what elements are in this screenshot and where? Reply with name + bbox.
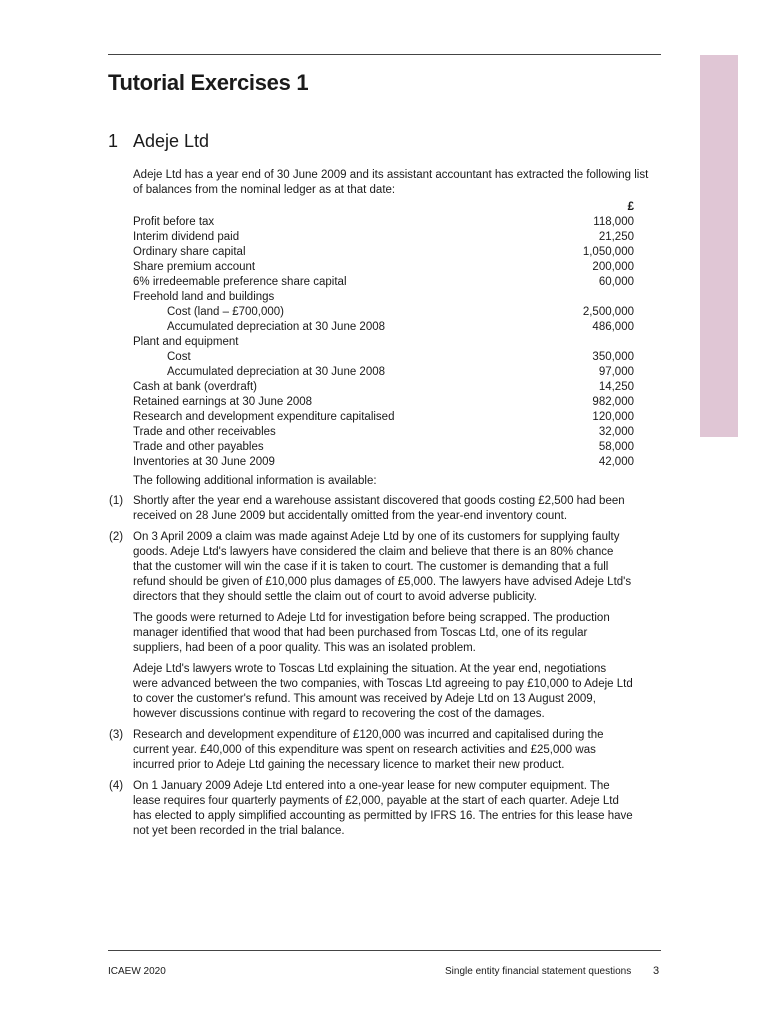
item-paragraph: The goods were returned to Adeje Ltd for investigation before being scrapped. The production manager identified that wood that had been purchased from Toscas Ltd, one of its regular suppliers, had been of a poor quality. This was an isolated problem. [133,612,610,654]
row-amount: 42,000 [598,456,634,468]
row-amount: 1,050,000 [582,246,634,258]
table-row [133,260,634,275]
row-label: Profit before tax [133,216,215,228]
item-body [133,530,633,722]
top-rule [108,54,661,55]
bottom-rule [108,950,661,951]
row-amount: 58,000 [598,441,634,453]
row-amount: 32,000 [598,426,634,438]
row-label: Interim dividend paid [133,231,240,243]
row-label: Research and development expenditure capitalised [133,411,395,423]
item-body [133,779,633,839]
table-row [133,380,634,395]
row-amount: 982,000 [592,396,634,408]
currency-header: £ [627,201,634,213]
row-amount: 97,000 [598,366,634,378]
row-label: Retained earnings at 30 June 2008 [133,396,313,408]
row-amount: 14,250 [598,381,634,393]
table-row [133,395,634,410]
side-tab [700,55,738,437]
table-row [133,290,634,305]
item-paragraph: Adeje Ltd's lawyers wrote to Toscas Ltd explaining the situation. At the year end, negotiations were advanced between the two companies, with Toscas Ltd agreeing to pay £10,000 to Adeje Ltd to cover the customer's refund. This amount was received by Adeje Ltd on 13 August 2009, however discussions continue with regard to recovering the cost of the damages. [133,663,633,720]
row-label: Cash at bank (overdraft) [133,381,258,393]
row-amount: 120,000 [592,411,634,423]
table-row [133,320,634,335]
table-header-row [133,200,634,215]
table-row [133,455,634,470]
table-row [133,230,634,245]
balances-table [133,200,634,470]
row-label: Trade and other receivables [133,426,276,438]
row-amount: 21,250 [598,231,634,243]
table-row [133,425,634,440]
row-amount: 60,000 [598,276,634,288]
intro-text: Adeje Ltd has a year end of 30 June 2009 and its assistant accountant has extracted the following list of balances from the nominal ledger as at that date: [133,169,649,196]
section-title: Adeje Ltd [133,131,210,151]
row-label: 6% irredeemable preference share capital [133,276,347,288]
row-label: Cost (land – £700,000) [167,306,284,318]
info-list [109,494,633,839]
row-label: Ordinary share capital [133,246,246,258]
row-label: Inventories at 30 June 2009 [133,456,275,468]
item-body [133,494,633,524]
row-label: Accumulated depreciation at 30 June 2008 [167,321,386,333]
page-number: 3 [653,965,660,977]
row-label: Accumulated depreciation at 30 June 2008 [167,366,386,378]
table-row [133,305,634,320]
page-title: Tutorial Exercises 1 [108,70,309,95]
list-item [109,728,633,773]
footer-copyright: ICAEW 2020 [108,966,166,977]
item-number: (3) [109,729,124,741]
item-number: (1) [109,495,124,507]
list-item [109,530,633,722]
item-paragraph: Shortly after the year end a warehouse assistant discovered that goods costing £2,500 had been received on 28 June 2009 but accidentally omitted from the year-end inventory count. [133,495,625,522]
content [109,168,653,845]
section-number: 1 [108,131,119,151]
row-label: Freehold land and buildings [133,291,275,303]
table-row [133,215,634,230]
item-paragraph: On 3 April 2009 a claim was made against Adeje Ltd by one of its customers for supplying faulty goods. Adeje Ltd's lawyers have considered the claim and believe that there is an 80% chance that the customer will win the case if it is taken to court. The customer is demanding that a full refund should be given of £10,000 plus damages of £5,000. The lawyers have advised Adeje Ltd's directors that they should settle the claim out of court to avoid adverse publicity. [133,531,632,603]
row-amount: 486,000 [592,321,634,333]
item-paragraph: Research and development expenditure of £120,000 was incurred and capitalised during the current year. £40,000 of this expenditure was spent on research activities and £25,000 was incurred prior to Adeje Ltd gaining the necessary licence to market their new product. [133,729,604,771]
item-body [133,728,633,773]
table-row [133,245,634,260]
additional-info-text: The following additional information is available: [133,475,377,487]
row-label: Share premium account [133,261,256,273]
table-row [133,365,634,380]
row-amount: 118,000 [593,216,634,228]
list-item [109,494,633,524]
table-row [133,275,634,290]
item-paragraph: On 1 January 2009 Adeje Ltd entered into a one-year lease for new computer equipment. The lease requires four quarterly payments of £2,000, payable at the start of each quarter. Adeje Ltd has elected to apply simplified accounting as permitted by IFRS 16. The entries for this lease have not yet been recorded in the trial balance. [133,780,633,837]
row-amount: 350,000 [592,351,634,363]
row-label: Plant and equipment [133,336,239,348]
item-number: (4) [109,780,124,792]
row-label: Cost [167,351,191,363]
list-item [109,779,633,839]
row-amount [544,290,634,305]
row-amount: 2,500,000 [582,306,634,318]
row-amount [544,335,634,350]
footer-chapter-title: Single entity financial statement questions [445,966,632,977]
table-row [133,410,634,425]
item-number: (2) [109,531,124,543]
row-label: Trade and other payables [133,441,264,453]
table-row [133,350,634,365]
table-row [133,440,634,455]
row-amount: 200,000 [592,261,634,273]
table-row [133,335,634,350]
